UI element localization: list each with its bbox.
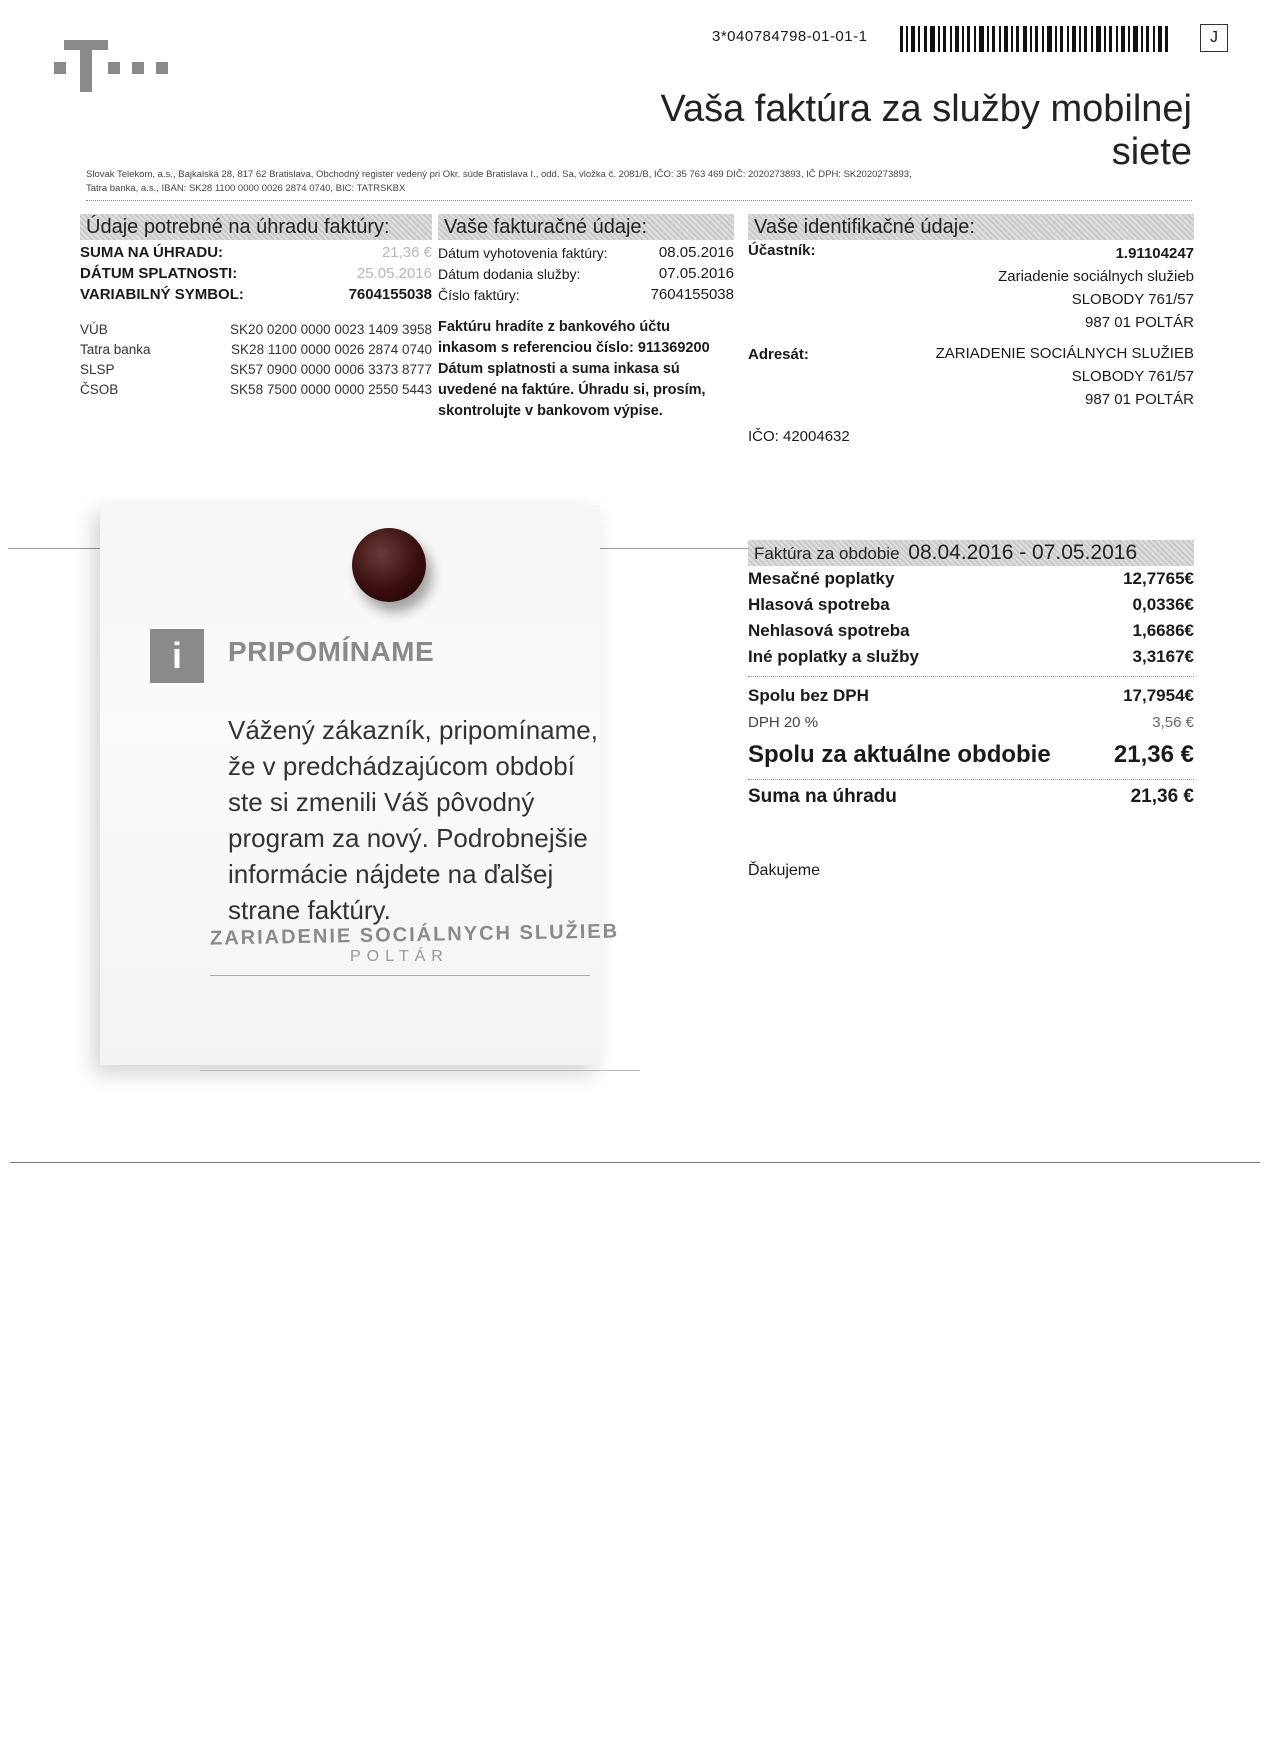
total-label: Spolu za aktuálne obdobie [748, 741, 1051, 768]
charge-label: Iné poplatky a služby [748, 647, 919, 666]
charge-row [748, 618, 1194, 644]
charge-label: Mesačné poplatky [748, 569, 895, 588]
vs-value: 7604155038 [348, 286, 432, 303]
sum-value: 21,36 € [381, 244, 432, 261]
fold-line [10, 1162, 1260, 1163]
sum-row [80, 242, 432, 263]
participant-line: SLOBODY 761/57 [1071, 291, 1194, 308]
pay-label: Suma na úhradu [748, 786, 897, 807]
reminder-body: Vážený zákazník, pripomíname, že v predchádzajúcom období ste si zmenili Váš pôvodný program za nový. Podrobnejšie informácie nájdete na ďalšej strane faktúry. [228, 715, 598, 925]
bank-name: VÚB [80, 321, 108, 337]
bank-name: ČSOB [80, 381, 119, 397]
number-value: 7604155038 [650, 286, 734, 303]
thanks-text: Ďakujeme [748, 862, 821, 879]
subtotal-row [748, 683, 1194, 709]
summary-section [748, 540, 1194, 880]
charge-row [748, 566, 1194, 592]
issue-label: Dátum vyhotovenia faktúry: [438, 244, 608, 261]
charge-label: Nehlasová spotreba [748, 621, 910, 640]
pin-icon [352, 528, 426, 602]
stamp-rule [200, 1070, 640, 1071]
issue-row [438, 242, 734, 263]
vat-label: DPH 20 % [748, 713, 819, 731]
addressee-label: Adresát: [748, 346, 809, 363]
divider [86, 200, 1192, 201]
subtotal-value: 17,7954€ [1123, 686, 1194, 705]
due-label: DÁTUM SPLATNOSTI: [80, 265, 238, 282]
company-line-1: Slovak Telekom, a.s., Bajkalská 28, 817 62 Bratislava, Obchodný register vedený pri Okr. súde Bratislava I., odd. Sa, vložka č. 2081/B, IČO: 35 763 469 DIČ: 2020273893, IČ DPH: SK2020273893, [86, 169, 912, 180]
bank-iban: SK20 0200 0000 0023 1409 3958 [230, 321, 432, 337]
charge-row [748, 644, 1194, 670]
identification-heading: Vaše identifikačné údaje: [748, 214, 1194, 240]
vat-value: 3,56 € [1152, 713, 1194, 731]
pay-row [748, 784, 1194, 810]
charge-value: 3,3167€ [1132, 647, 1194, 666]
period-heading [748, 540, 1194, 566]
bank-row [80, 319, 432, 339]
participant-line: Zariadenie sociálnych služieb [998, 268, 1194, 285]
letter-box: J [1200, 24, 1228, 52]
charge-label: Hlasová spotreba [748, 595, 890, 614]
direct-debit-note: Faktúru hradíte z bankového účtu inkasom s referenciou číslo: 911369200 Dátum splatnosti a suma inkasa sú uvedené na faktúre. Úhradu si, prosím, skontrolujte v bankovom výpise. [438, 319, 710, 419]
page-title: Vaša faktúra za služby mobilnej siete [660, 88, 1192, 173]
addressee-line: ZARIADENIE SOCIÁLNYCH SLUŽIEB [935, 345, 1194, 362]
bank-iban: SK28 1100 0000 0026 2874 0740 [231, 341, 432, 357]
ico: IČO: 42004632 [748, 428, 850, 445]
participant-id: 1.91104247 [1115, 245, 1194, 262]
bank-name: Tatra banka [80, 341, 151, 357]
barcode [900, 26, 1170, 52]
delivery-label: Dátum dodania služby: [438, 265, 581, 282]
company-info [86, 168, 1186, 196]
charge-value: 12,7765€ [1123, 569, 1194, 588]
participant-label: Účastník: [748, 242, 816, 259]
stamp-line-2: POLTÁR [350, 948, 449, 965]
number-row [438, 284, 734, 305]
period-label: Faktúra za obdobie [754, 544, 900, 563]
addressee-line: 987 01 POLTÁR [1085, 391, 1194, 408]
identification-section [748, 214, 1194, 445]
bank-name: SLSP [80, 361, 115, 377]
participant-line: 987 01 POLTÁR [1085, 314, 1194, 331]
vs-row [80, 284, 432, 305]
reminder-title: PRIPOMÍNAME [228, 636, 435, 667]
due-value: 25.05.2016 [356, 265, 432, 282]
subtotal-label: Spolu bez DPH [748, 686, 869, 705]
bank-row [80, 339, 432, 359]
delivery-value: 07.05.2016 [658, 265, 734, 282]
vat-row [748, 709, 1194, 735]
invoice-section [438, 214, 734, 422]
charge-row [748, 592, 1194, 618]
bank-iban: SK58 7500 0000 0000 2550 5443 [230, 381, 432, 397]
payment-heading: Údaje potrebné na úhradu faktúry: [80, 214, 432, 240]
bank-row [80, 359, 432, 379]
sum-label: SUMA NA ÚHRADU: [80, 244, 224, 261]
stamp-line-1: ZARIADENIE SOCIÁLNYCH SLUŽIEB [209, 920, 620, 950]
vs-label: VARIABILNÝ SYMBOL: [80, 286, 244, 303]
payment-section [80, 214, 432, 399]
charge-value: 1,6686€ [1132, 621, 1194, 640]
number-label: Číslo faktúry: [438, 286, 520, 303]
divider [748, 779, 1194, 780]
stamp-rule [210, 975, 590, 976]
bank-iban: SK57 0900 0000 0006 3373 8777 [230, 361, 432, 377]
total-value: 21,36 € [1113, 741, 1194, 768]
issue-value: 08.05.2016 [658, 244, 734, 261]
addressee-line: SLOBODY 761/57 [1071, 368, 1194, 385]
info-icon: i [150, 629, 204, 683]
due-row [80, 263, 432, 284]
divider [748, 676, 1194, 677]
bank-row [80, 379, 432, 399]
delivery-row [438, 263, 734, 284]
pay-value: 21,36 € [1130, 786, 1194, 807]
telekom-logo [50, 28, 180, 98]
total-row [748, 735, 1194, 775]
company-line-2: Tatra banka, a.s., IBAN: SK28 1100 0000 0026 2874 0740, BIC: TATRSKBX [86, 183, 406, 194]
invoice-heading: Vaše fakturačné údaje: [438, 214, 734, 240]
charge-value: 0,0336€ [1132, 595, 1194, 614]
barcode-number: 3*040784798-01-01-1 [712, 28, 868, 45]
period-value: 08.04.2016 - 07.05.2016 [908, 541, 1138, 564]
